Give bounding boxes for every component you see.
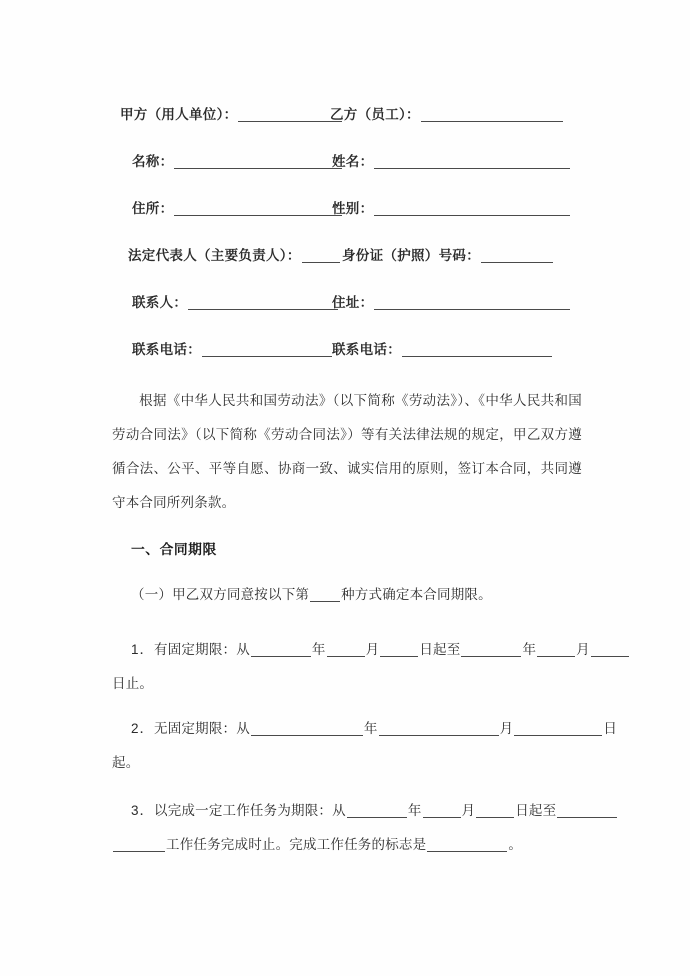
header-row-address	[132, 197, 343, 217]
clause-item-2-number: 2．	[131, 721, 155, 736]
header-row-party-a	[120, 103, 343, 123]
clause-item-1-seg1: 年	[311, 642, 326, 657]
blank-2-year[interactable]	[251, 722, 363, 736]
blank-contact-person[interactable]	[188, 296, 338, 310]
label-party-a: 甲方（用人单位）：	[120, 107, 238, 122]
header-row-contact-person	[132, 291, 339, 311]
clause-item-1-seg2: 月	[365, 642, 380, 657]
label-contact-person: 联系人：	[132, 295, 188, 310]
clause-item-1-seg5: 月	[576, 642, 590, 657]
clause-item-1-title: 有固定期限：从	[154, 642, 250, 657]
clause-item-2-seg2: 月	[499, 721, 514, 736]
blank-1-end-day[interactable]	[591, 643, 629, 657]
clause-item-2-title: 无固定期限：从	[154, 721, 250, 736]
preamble-line-3: 双方遵循合法、公平、平等自愿、协商一致、诚实信用的原则，签订本合同，	[112, 427, 582, 476]
label-address: 住所：	[132, 201, 174, 216]
clause-item-2-seg1: 年	[363, 721, 378, 736]
label-company-name: 名称：	[132, 154, 174, 169]
blank-1-start-day[interactable]	[380, 643, 418, 657]
label-id-number: 身份证（护照）号码：	[342, 248, 480, 263]
label-company-phone: 联系电话：	[132, 342, 201, 357]
clause-item-1-seg4: 年	[522, 642, 537, 657]
clause-item-1	[131, 638, 630, 658]
blank-1-start-year[interactable]	[251, 643, 311, 657]
clause-item-3	[131, 799, 618, 819]
label-employee-name: 姓名：	[332, 154, 374, 169]
clause-item-3-seg2: 月	[461, 803, 476, 818]
blank-company-name[interactable]	[174, 155, 342, 169]
blank-party-a[interactable]	[238, 108, 342, 122]
section-heading-contract-term: 一、合同期限	[131, 542, 217, 557]
header-row-gender	[332, 197, 571, 217]
blank-id-number[interactable]	[481, 249, 553, 263]
clause-item-2	[131, 717, 617, 737]
blank-employee-phone[interactable]	[402, 343, 552, 357]
preamble-line-4: 共同遵守本合同所列条款。	[112, 461, 582, 510]
clause-item-2-seg3: 日	[603, 721, 618, 736]
clause-item-3-continuation	[112, 833, 522, 853]
blank-party-b[interactable]	[421, 108, 563, 122]
blank-legal-representative[interactable]	[302, 249, 340, 263]
label-residence: 住址：	[332, 295, 374, 310]
header-row-party-b	[330, 103, 564, 123]
header-row-employee-name	[332, 150, 571, 170]
header-row-company-phone	[132, 338, 333, 358]
blank-3-start-year[interactable]	[347, 804, 407, 818]
header-row-employee-phone	[332, 338, 553, 358]
blank-residence[interactable]	[374, 296, 570, 310]
blank-1-end-year[interactable]	[461, 643, 521, 657]
clause-item-3-seg3: 日起至	[515, 803, 557, 818]
clause-item-3-seg1: 年	[407, 803, 422, 818]
clause-intro-post: 种方式确定本合同期限。	[341, 587, 492, 602]
blank-3-end-b[interactable]	[113, 838, 165, 852]
blank-2-day[interactable]	[514, 722, 602, 736]
label-employee-phone: 联系电话：	[332, 342, 401, 357]
blank-3-end-a[interactable]	[557, 804, 617, 818]
blank-term-option[interactable]	[310, 588, 340, 602]
clause-item-2-continuation: 起。	[112, 755, 140, 770]
header-row-residence	[332, 291, 571, 311]
preamble-paragraph	[112, 384, 582, 520]
label-party-b: 乙方（员工）：	[330, 107, 420, 122]
blank-address[interactable]	[174, 202, 342, 216]
label-legal-representative: 法定代表人（主要负责人）：	[128, 248, 301, 263]
clause-item-3-cont-b: 。	[508, 837, 523, 852]
blank-1-start-month[interactable]	[327, 643, 365, 657]
blank-3-start-month[interactable]	[423, 804, 461, 818]
blank-3-completion-mark[interactable]	[427, 838, 507, 852]
preamble-line-2: 和国劳动合同法》（以下简称《劳动合同法》）等有关法律法规的规定，甲乙	[112, 393, 582, 442]
blank-gender[interactable]	[374, 202, 570, 216]
clause-item-1-continuation: 日止。	[112, 676, 154, 691]
header-row-company-name	[132, 150, 343, 170]
preamble-line-1: 根据《中华人民共和国劳动法》（以下简称《劳动法》）、《中华人民共	[139, 393, 555, 408]
blank-company-phone[interactable]	[202, 343, 332, 357]
label-gender: 性别：	[332, 201, 374, 216]
clause-item-1-number: 1．	[131, 642, 155, 657]
clause-item-3-number: 3．	[131, 803, 155, 818]
clause-item-3-cont-a: 工作任务完成时止。完成工作任务的标志是	[166, 837, 427, 852]
clause-item-1-seg3: 日起至	[419, 642, 461, 657]
header-row-legal-representative	[128, 244, 341, 264]
clause-intro	[131, 583, 492, 603]
blank-1-end-month[interactable]	[537, 643, 575, 657]
blank-2-month[interactable]	[379, 722, 499, 736]
blank-3-start-day[interactable]	[476, 804, 514, 818]
clause-intro-pre: （一）甲乙双方同意按以下第	[131, 587, 310, 602]
blank-employee-name[interactable]	[374, 155, 570, 169]
clause-item-3-title: 以完成一定工作任务为期限：从	[154, 803, 346, 818]
header-row-id-number	[342, 244, 554, 264]
